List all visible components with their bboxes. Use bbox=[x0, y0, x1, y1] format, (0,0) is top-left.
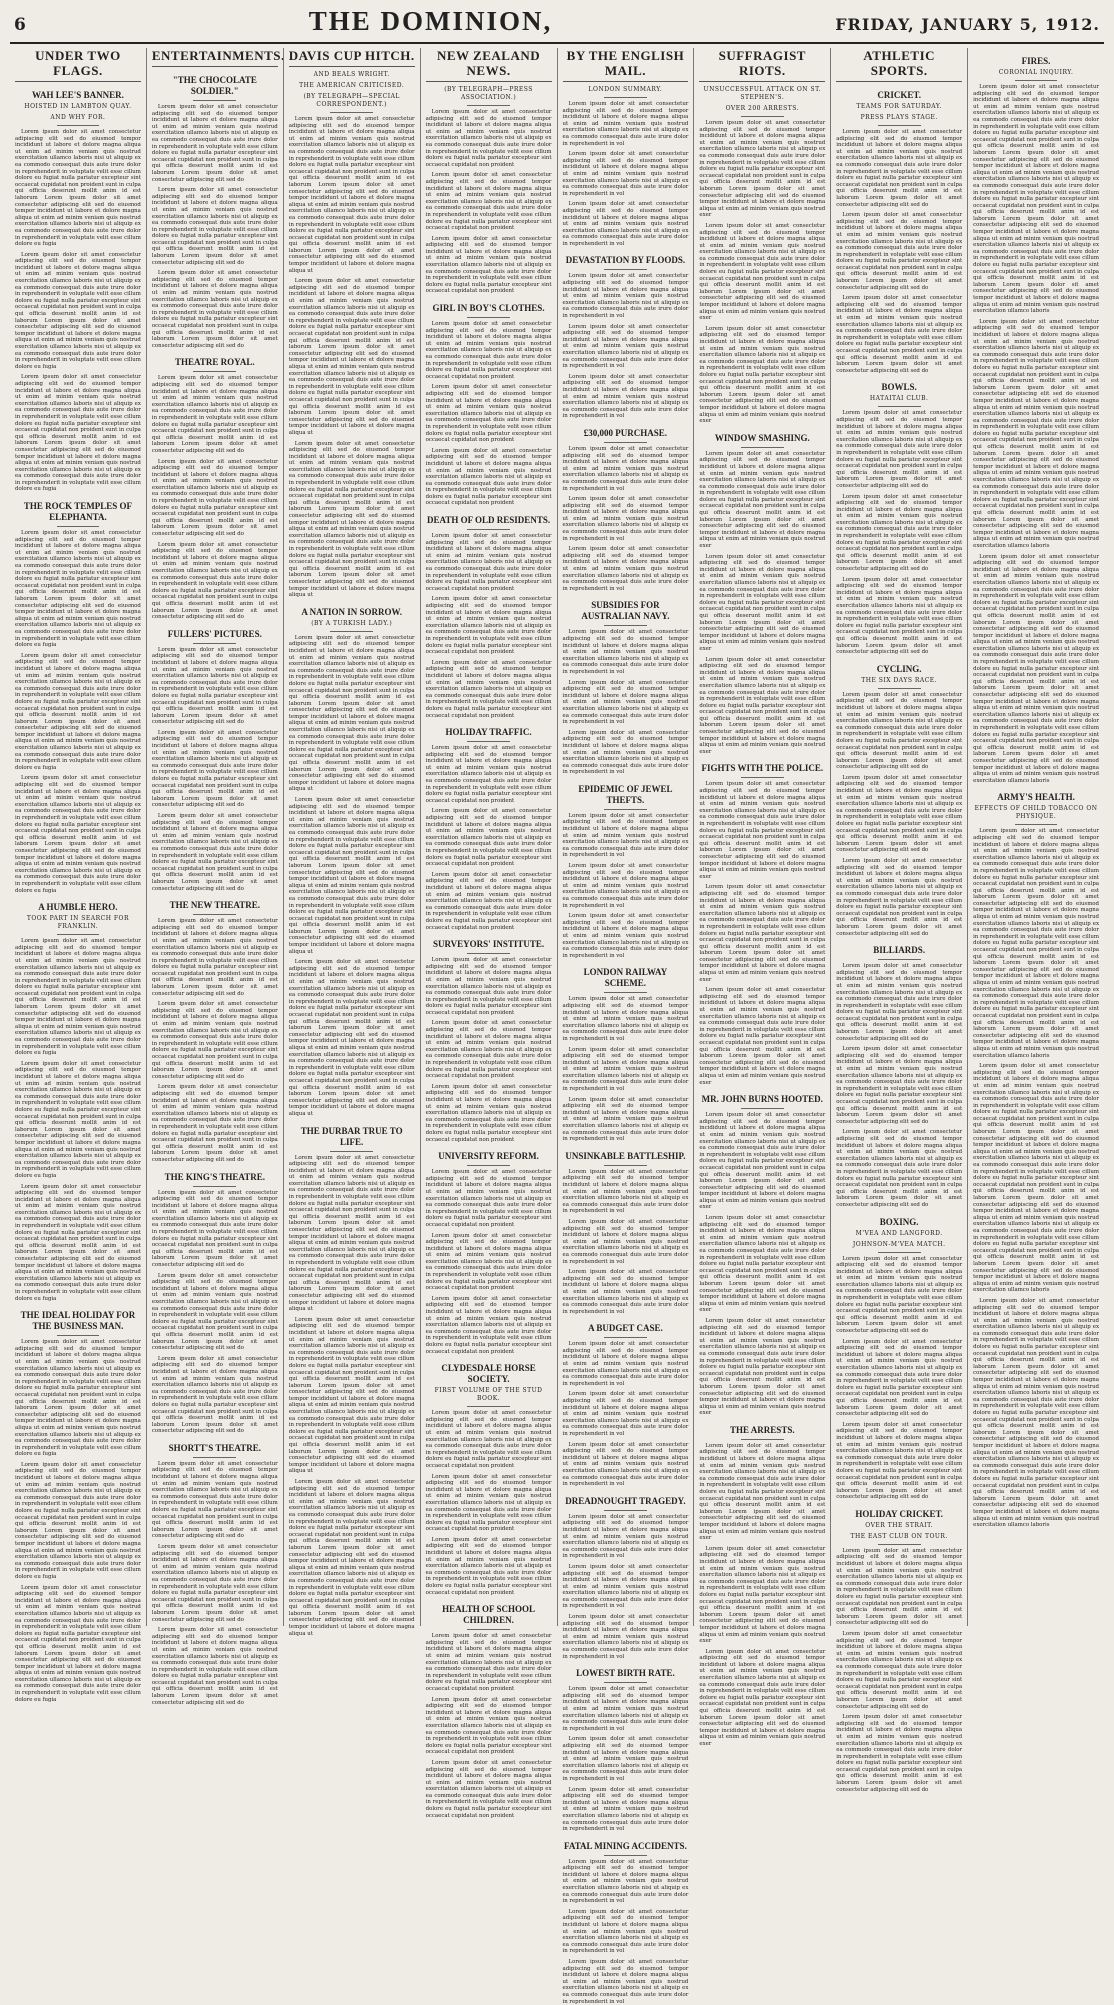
article-body-text: Lorem ipsum dolor sit amet consectetur adipiscing elit sed do eiusmod tempor incididunt ut labore et dolore magna aliqua ut enim ad minim veniam quis nostrud exercitation ullamco laboris nisi ut aliquip ex ea commodo consequat duis aute irure dolor in reprehenderit in voluptate velit esse cillum dolore eu fugiat nulla pariatur excepteur sint occaecat cupidatat non proident sunt in culpa qui officia deserunt mollit anim id est laborum Lorem ipsum dolor sit amet consectetur adipiscing elit sed do eiusmod tempor incididunt ut labore et dolore magna aliqua ut enim ad minim veniam quis nostrud exercitation ullamco laboris nisi ut aliquip ex ea commodo consequat duis aute irure dolor in reprehenderit in voluptate velit esse cillum dolore eu fugia bbox=[15, 1584, 141, 1703]
divider bbox=[57, 934, 100, 935]
section-subheading: HATAITAI CLUB. bbox=[869, 395, 929, 403]
article-body-text: Lorem ipsum dolor sit amet consectetur adipiscing elit sed do eiusmod tempor incididunt ut labore et dolore magna aliqua ut enim ad minim veniam quis nostrud exercitation ullamco laboris nisi ut aliquip ex ea commodo consequat duis aute irure dolor in reprehenderit in vol bbox=[562, 323, 689, 370]
divider bbox=[193, 100, 236, 101]
article-body-text: Lorem ipsum dolor sit amet consectetur adipiscing elit sed do eiusmod tempor incididunt ut labore et dolore magna aliqua ut enim ad minim veniam quis nostrud exercitation ullamco laboris nisi ut aliquip ex ea commodo consequat duis aute irure dolor in reprehenderit in voluptate velit esse cillum dolore eu fugiat nulla pariatur excepteur sint occaecat cupidatat non proident sunt in culpa qui officia deserunt mollit anim id est laborum Lorem ipsum dolor sit amet consectetur adipiscing elit sed do eiusmod tempor incididunt ut labore et dolore magna aliqua ut enim ad minim veniam quis nostrud exercitation ullamco laboris nisi ut aliquip ex ea commodo consequat duis aute irure dolor in reprehenderit in voluptate velit esse cillum dolore eu fugiat nulla pariatur excepteur sint occaecat cupidatat non proident sunt in culpa qui officia deserunt mollit anim id est laborum Lorem ipsum dolor sit amet consectetur adipiscing elit sed do eiusmod tempor incididunt ut labore et dolore magna aliqua ut bbox=[288, 116, 415, 274]
section-heading: CLYDESDALE HORSE SOCIETY. bbox=[441, 1363, 536, 1385]
article-body-text: Lorem ipsum dolor sit amet consectetur adipiscing elit sed do eiusmod tempor incididunt ut labore et dolore magna aliqua ut enim ad minim veniam quis nostrud exercitation ullamco laboris nisi ut aliquip ex ea commodo consequat duis aute irure dolor in reprehenderit in voluptate velit esse cillum dolore eu fugiat nulla pariatur excepteur sint occaecat cupidatat non proident sunt in culpa qui officia deserunt mollit anim id est laborum Lorem ipsum dolor sit amet consectetur adipiscing elit sed do bbox=[836, 1046, 963, 1125]
divider bbox=[604, 442, 647, 443]
section-heading: BOXING. bbox=[879, 1216, 919, 1227]
article-body-text: Lorem ipsum dolor sit amet consectetur adipiscing elit sed do eiusmod tempor incididunt ut labore et dolore magna aliqua ut enim ad minim veniam quis nostrud exercitation ullamco laboris nisi ut aliquip ex ea commodo consequat duis aute irure dolor in reprehenderit in voluptate velit esse cillum dolore eu fugiat nulla pariatur excepteur sint occaecat cupidatat non proident sunt in culpa qui officia deserunt mollit anim id est laborum Lorem ipsum dolor sit amet consectetur adipiscing elit sed do eiusmod tempor incididunt ut labore et dolore magna aliqua ut enim ad minim veniam quis nostrud exer bbox=[699, 120, 826, 219]
section-heading: DREADNOUGHT TRAGEDY. bbox=[565, 1495, 686, 1506]
dateline: FRIDAY, JANUARY 5, 1912. bbox=[835, 15, 1100, 34]
section-subheading: OVER 200 ARRESTS. bbox=[725, 105, 800, 112]
article-body-text: Lorem ipsum dolor sit amet consectetur adipiscing elit sed do eiusmod tempor incididunt ut labore et dolore magna aliqua ut enim ad minim veniam quis nostrud exercitation ullamco laboris nisi ut aliquip ex ea commodo consequat duis aute irure dolor in reprehenderit in vol bbox=[562, 812, 689, 859]
article-body-text: Lorem ipsum dolor sit amet consectetur adipiscing elit sed do eiusmod tempor incididunt ut labore et dolore magna aliqua ut enim ad minim veniam quis nostrud exercitation ullamco laboris nisi ut aliquip ex ea commodo consequat duis aute irure dolor in reprehenderit in voluptate velit esse cillum dolore eu fugiat nulla pariatur excepteur sint occaecat cupidatat non proident bbox=[425, 659, 552, 719]
divider bbox=[467, 317, 510, 318]
article-body-text: Lorem ipsum dolor sit amet consectetur adipiscing elit sed do eiusmod tempor incididunt ut labore et dolore magna aliqua ut enim ad minim veniam quis nostrud exercitation ullamco laboris nisi ut aliquip ex ea commodo consequat duis aute irure dolor in reprehenderit in voluptate velit esse cillum dolore eu fugiat nulla pariatur excepteur sint occaecat cupidatat non proident sunt in culpa qui officia deserunt mollit anim id est laborum Lorem ipsum dolor sit amet consectetur adipiscing elit sed do eiusmod tempor incididunt ut labore et dolore magna aliqua ut enim ad minim veniam quis nostrud exercitation ullamco laboris nisi ut aliquip ex ea commodo consequat duis aute irure dolor in reprehenderit in voluptate velit esse cillum dolore eu fugiat nulla pariatur excepteur sint occaecat cupidatat non proident sunt in culpa qui officia deserunt mollit anim id est laborum Lorem ipsum dolor sit amet consectetur adipiscing elit sed do eiusmod tempor incididunt ut labore et dolore magna aliqua ut enim ad minim veniam quis nostrud exercitation ullamco laboris nisi ut aliquip ex ea commodo consequat duis aute irure dolor in reprehenderit in voluptate velit esse cillum dolore eu fugiat nulla pariatur excepteur sint occaecat cupidatat non proident sunt in culpa qui officia deserunt mollit anim id est laborum Lorem ipsum dolor sit amet consectetur adipiscing elit sed do eiusmod tempor incididunt ut labore et dolore magna aliqua ut enim ad minim veniam quis nostrud exercitation ullamco laboris bbox=[973, 318, 1099, 549]
article-body-text: Lorem ipsum dolor sit amet consectetur adipiscing elit sed do eiusmod tempor incididunt ut labore et dolore magna aliqua ut enim ad minim veniam quis nostrud exercitation ullamco laboris nisi ut aliquip ex ea commodo consequat duis aute irure dolor in reprehenderit in voluptate velit esse cillum dolore eu fugiat nulla pariatur excepteur sint occaecat cupidatat non proident sunt in culpa qui officia deserunt mollit anim id est laborum Lorem ipsum dolor sit amet consectetur adipiscing elit sed do bbox=[151, 187, 278, 266]
section-heading: THE KING'S THEATRE. bbox=[164, 1171, 266, 1182]
newspaper-title: THE DOMINION, bbox=[308, 6, 553, 36]
section-heading: THEATRE ROYAL. bbox=[175, 357, 255, 368]
section-subheading: TOOK PART IN SEARCH FOR FRANKLIN. bbox=[26, 915, 129, 931]
column bbox=[830, 48, 967, 1793]
section-subheading: CORONIAL INQUIRY. bbox=[998, 69, 1074, 76]
divider bbox=[467, 741, 510, 742]
article-body-text: Lorem ipsum dolor sit amet consectetur adipiscing elit sed do eiusmod tempor incididunt ut labore et dolore magna aliqua ut enim ad minim veniam quis nostrud exercitation ullamco laboris nisi ut aliquip ex ea commodo consequat duis aute irure dolor in reprehenderit in voluptate velit esse cillum dolore eu fugiat nulla pariatur excepteur sint occaecat cupidatat non proident bbox=[425, 1020, 552, 1080]
section-subheading: (BY TELEGRAPH—SPECIAL CORRESPONDENT.) bbox=[303, 93, 400, 108]
article-body-text: Lorem ipsum dolor sit amet consectetur adipiscing elit sed do eiusmod tempor incididunt ut labore et dolore magna aliqua ut enim ad minim veniam quis nostrud exercitation ullamco laboris nisi ut aliquip ex ea commodo consequat duis aute irure dolor in reprehenderit in voluptate velit esse cillum dolore eu fugiat nulla pariatur excepteur sint occaecat cupidatat non proident sunt in culpa qui officia deserunt mollit anim id est laborum Lorem ipsum dolor sit amet consectetur adipiscing elit sed do eiusmod tempor incididunt ut labore et dolore magna aliqua ut enim ad minim veniam quis nostrud exercitation ullamco laboris nisi ut aliquip ex ea commodo consequat duis aute irure dolor in reprehenderit in voluptate velit esse cillum dolore eu fugia bbox=[15, 374, 141, 493]
divider bbox=[467, 1629, 510, 1630]
section-heading: GIRL IN BOY'S CLOTHES. bbox=[432, 303, 545, 314]
divider bbox=[741, 447, 784, 448]
article-body-text: Lorem ipsum dolor sit amet consectetur adipiscing elit sed do eiusmod tempor incididunt ut labore et dolore magna aliqua ut enim ad minim veniam quis nostrud exercitation ullamco laboris nisi ut aliquip ex ea commodo consequat duis aute irure dolor in reprehenderit in voluptate velit esse cillum dolore eu fugiat nulla pariatur excepteur sint occaecat cupidatat non proident sunt in culpa qui officia deserunt mollit anim id est laborum Lorem ipsum dolor sit amet consectetur adipiscing elit sed do bbox=[151, 1627, 278, 1706]
divider bbox=[193, 1457, 236, 1458]
masthead bbox=[10, 6, 1104, 44]
article-body-text: Lorem ipsum dolor sit amet consectetur adipiscing elit sed do eiusmod tempor incididunt ut labore et dolore magna aliqua ut enim ad minim veniam quis nostrud exercitation ullamco laboris nisi ut aliquip ex ea commodo consequat duis aute irure dolor in reprehenderit in voluptate velit esse cillum dolore eu fugiat nulla pariatur excepteur sint occaecat cupidatat non proident bbox=[425, 1232, 552, 1292]
article-body-text: Lorem ipsum dolor sit amet consectetur adipiscing elit sed do eiusmod tempor incididunt ut labore et dolore magna aliqua ut enim ad minim veniam quis nostrud exercitation ullamco laboris nisi ut aliquip ex ea commodo consequat duis aute irure dolor in reprehenderit in voluptate velit esse cillum dolore eu fugiat nulla pariatur excepteur sint occaecat cupidatat non proident bbox=[425, 745, 552, 804]
article-body-text: Lorem ipsum dolor sit amet consectetur adipiscing elit sed do eiusmod tempor incididunt ut labore et dolore magna aliqua ut enim ad minim veniam quis nostrud exercitation ullamco laboris nisi ut aliquip ex ea commodo consequat duis aute irure dolor in reprehenderit in voluptate velit esse cillum dolore eu fugiat nulla pariatur excepteur sint occaecat cupidatat non proident sunt in culpa qui officia deserunt mollit anim id est laborum Lorem ipsum dolor sit amet consectetur adipiscing elit sed do bbox=[836, 1714, 963, 1793]
divider bbox=[330, 112, 373, 113]
article-body-text: Lorem ipsum dolor sit amet consectetur adipiscing elit sed do eiusmod tempor incididunt ut labore et dolore magna aliqua ut enim ad minim veniam quis nostrud exercitation ullamco laboris nisi ut aliquip ex ea commodo consequat duis aute irure dolor in reprehenderit in vol bbox=[562, 1168, 689, 1215]
article-body-text: Lorem ipsum dolor sit amet consectetur adipiscing elit sed do eiusmod tempor incididunt ut labore et dolore magna aliqua ut enim ad minim veniam quis nostrud exercitation ullamco laboris nisi ut aliquip ex ea commodo consequat duis aute irure dolor in reprehenderit in voluptate velit esse cillum dolore eu fugiat nulla pariatur excepteur sint occaecat cupidatat non proident bbox=[425, 109, 552, 168]
section-subheading: UNSUCCESSFUL ATTACK ON ST. STEPHEN'S. bbox=[703, 86, 822, 101]
article-body-text: Lorem ipsum dolor sit amet consectetur adipiscing elit sed do eiusmod tempor incididunt ut labore et dolore magna aliqua ut enim ad minim veniam quis nostrud exercitation ullamco laboris nisi ut aliquip ex ea commodo consequat duis aute irure dolor in reprehenderit in voluptate velit esse cillum dolore eu fugiat nulla pariatur excepteur sint occaecat cupidatat non proident sunt in culpa qui officia deserunt mollit anim id est laborum Lorem ipsum dolor sit amet consectetur adipiscing elit sed do bbox=[836, 212, 963, 291]
article-body-text: Lorem ipsum dolor sit amet consectetur adipiscing elit sed do eiusmod tempor incididunt ut labore et dolore magna aliqua ut enim ad minim veniam quis nostrud exercitation ullamco laboris nisi ut aliquip ex ea commodo consequat duis aute irure dolor in reprehenderit in voluptate velit esse cillum dolore eu fugiat nulla pariatur excepteur sint occaecat cupidatat non proident sunt in culpa qui officia deserunt mollit anim id est laborum Lorem ipsum dolor sit amet consectetur adipiscing elit sed do eiusmod tempor incididunt ut labore et dolore magna aliqua ut enim ad minim veniam quis nostrud exer bbox=[699, 1317, 826, 1417]
article-body-text: Lorem ipsum dolor sit amet consectetur adipiscing elit sed do eiusmod tempor incididunt ut labore et dolore magna aliqua ut enim ad minim veniam quis nostrud exercitation ullamco laboris nisi ut aliquip ex ea commodo consequat duis aute irure dolor in reprehenderit in voluptate velit esse cillum dolore eu fugiat nulla pariatur excepteur sint occaecat cupidatat non proident sunt in culpa qui officia deserunt mollit anim id est laborum Lorem ipsum dolor sit amet consectetur adipiscing elit sed do bbox=[836, 129, 963, 208]
article-body-text: Lorem ipsum dolor sit amet consectetur adipiscing elit sed do eiusmod tempor incididunt ut labore et dolore magna aliqua ut enim ad minim veniam quis nostrud exercitation ullamco laboris nisi ut aliquip ex ea commodo consequat duis aute irure dolor in reprehenderit in voluptate velit esse cillum dolore eu fugiat nulla pariatur excepteur sint occaecat cupidatat non proident bbox=[425, 1410, 552, 1469]
article-body-text: Lorem ipsum dolor sit amet consectetur adipiscing elit sed do eiusmod tempor incididunt ut labore et dolore magna aliqua ut enim ad minim veniam quis nostrud exercitation ullamco laboris nisi ut aliquip ex ea commodo consequat duis aute irure dolor in reprehenderit in voluptate velit esse cillum dolore eu fugiat nulla pariatur excepteur sint occaecat cupidatat non proident bbox=[425, 808, 552, 868]
divider bbox=[604, 1337, 647, 1338]
article-body-text: Lorem ipsum dolor sit amet consectetur adipiscing elit sed do eiusmod tempor incididunt ut labore et dolore magna aliqua ut enim ad minim veniam quis nostrud exercitation ullamco laboris nisi ut aliquip ex ea commodo consequat duis aute irure dolor in reprehenderit in vol bbox=[562, 1046, 689, 1093]
article-body-text: Lorem ipsum dolor sit amet consectetur adipiscing elit sed do eiusmod tempor incididunt ut labore et dolore magna aliqua ut enim ad minim veniam quis nostrud exercitation ullamco laboris nisi ut aliquip ex ea commodo consequat duis aute irure dolor in reprehenderit in voluptate velit esse cillum dolore eu fugiat nulla pariatur excepteur sint occaecat cupidatat non proident sunt in culpa qui officia deserunt mollit anim id est laborum Lorem ipsum dolor sit amet consectetur adipiscing elit sed do eiusmod tempor incididunt ut labore et dolore magna aliqua ut enim ad minim veniam quis nostrud exercitation ullamco laboris nisi ut aliquip ex ea commodo consequat duis aute irure dolor in reprehenderit in voluptate velit esse cillum dolore eu fugiat nulla pariatur excepteur sint occaecat cupidatat non proident sunt in culpa qui officia deserunt mollit anim id est laborum Lorem ipsum dolor sit amet consectetur adipiscing elit sed do eiusmod tempor incididunt ut labore et dolore magna aliqua ut bbox=[288, 797, 415, 955]
article-body-text: Lorem ipsum dolor sit amet consectetur adipiscing elit sed do eiusmod tempor incididunt ut labore et dolore magna aliqua ut enim ad minim veniam quis nostrud exercitation ullamco laboris nisi ut aliquip ex ea commodo consequat duis aute irure dolor in reprehenderit in vol bbox=[562, 1786, 689, 1833]
article-body-text: Lorem ipsum dolor sit amet consectetur adipiscing elit sed do eiusmod tempor incididunt ut labore et dolore magna aliqua ut enim ad minim veniam quis nostrud exercitation ullamco laboris nisi ut aliquip ex ea commodo consequat duis aute irure dolor in reprehenderit in voluptate velit esse cillum dolore eu fugiat nulla pariatur excepteur sint occaecat cupidatat non proident bbox=[425, 321, 552, 380]
divider bbox=[878, 688, 921, 689]
section-subheading: (BY A TURKISH LADY.) bbox=[311, 619, 393, 627]
divider bbox=[193, 1186, 236, 1187]
article-body-text: Lorem ipsum dolor sit amet consectetur adipiscing elit sed do eiusmod tempor incididunt ut labore et dolore magna aliqua ut enim ad minim veniam quis nostrud exercitation ullamco laboris nisi ut aliquip ex ea commodo consequat duis aute irure dolor in reprehenderit in voluptate velit esse cillum dolore eu fugiat nulla pariatur excepteur sint occaecat cupidatat non proident bbox=[425, 235, 552, 295]
article-body-text: Lorem ipsum dolor sit amet consectetur adipiscing elit sed do eiusmod tempor incididunt ut labore et dolore magna aliqua ut enim ad minim veniam quis nostrud exercitation ullamco laboris nisi ut aliquip ex ea commodo consequat duis aute irure dolor in reprehenderit in voluptate velit esse cillum dolore eu fugiat nulla pariatur excepteur sint occaecat cupidatat non proident sunt in culpa qui officia deserunt mollit anim id est laborum Lorem ipsum dolor sit amet consectetur adipiscing elit sed do eiusmod tempor incididunt ut labore et dolore magna aliqua ut enim ad minim veniam quis nostrud exer bbox=[699, 222, 826, 322]
article-body-text: Lorem ipsum dolor sit amet consectetur adipiscing elit sed do eiusmod tempor incididunt ut labore et dolore magna aliqua ut enim ad minim veniam quis nostrud exercitation ullamco laboris nisi ut aliquip ex ea commodo consequat duis aute irure dolor in reprehenderit in voluptate velit esse cillum dolore eu fugiat nulla pariatur excepteur sint occaecat cupidatat non proident sunt in culpa qui officia deserunt mollit anim id est laborum Lorem ipsum dolor sit amet consectetur adipiscing elit sed do eiusmod tempor incididunt ut labore et dolore magna aliqua ut enim ad minim veniam quis nostrud exercitation ullamco laboris nisi ut aliquip ex ea commodo consequat duis aute irure dolor in reprehenderit in voluptate velit esse cillum dolore eu fugia bbox=[15, 129, 141, 248]
section-heading: SUBSIDIES FOR AUSTRALIAN NAVY. bbox=[581, 600, 670, 622]
section-heading: "THE CHOCOLATE SOLDIER." bbox=[172, 75, 257, 96]
divider bbox=[330, 1151, 373, 1152]
article-body-text: Lorem ipsum dolor sit amet consectetur adipiscing elit sed do eiusmod tempor incididunt ut labore et dolore magna aliqua ut enim ad minim veniam quis nostrud exercitation ullamco laboris nisi ut aliquip ex ea commodo consequat duis aute irure dolor in reprehenderit in voluptate velit esse cillum dolore eu fugiat nulla pariatur excepteur sint occaecat cupidatat non proident sunt in culpa qui officia deserunt mollit anim id est laborum Lorem ipsum dolor sit amet consectetur adipiscing elit sed do bbox=[151, 646, 278, 726]
divider bbox=[193, 643, 236, 644]
divider bbox=[467, 1406, 510, 1407]
article-body-text: Lorem ipsum dolor sit amet consectetur adipiscing elit sed do eiusmod tempor incididunt ut labore et dolore magna aliqua ut enim ad minim veniam quis nostrud exercitation ullamco laboris nisi ut aliquip ex ea commodo consequat duis aute irure dolor in reprehenderit in voluptate velit esse cillum dolore eu fugiat nulla pariatur excepteur sint occaecat cupidatat non proident sunt in culpa qui officia deserunt mollit anim id est laborum Lorem ipsum dolor sit amet consectetur adipiscing elit sed do eiusmod tempor incididunt ut labore et dolore magna aliqua ut enim ad minim veniam quis nostrud exercitation ullamco laboris nisi ut aliquip ex ea commodo consequat duis aute irure dolor in reprehenderit in voluptate velit esse cillum dolore eu fugia bbox=[15, 1461, 141, 1580]
article-body-text: Lorem ipsum dolor sit amet consectetur adipiscing elit sed do eiusmod tempor incididunt ut labore et dolore magna aliqua ut enim ad minim veniam quis nostrud exercitation ullamco laboris nisi ut aliquip ex ea commodo consequat duis aute irure dolor in reprehenderit in voluptate velit esse cillum dolore eu fugiat nulla pariatur excepteur sint occaecat cupidatat non proident sunt in culpa qui officia deserunt mollit anim id est laborum Lorem ipsum dolor sit amet consectetur adipiscing elit sed do eiusmod tempor incididunt ut labore et dolore magna aliqua ut enim ad minim veniam quis nostrud exercitation ullamco laboris nisi ut aliquip ex ea commodo consequat duis aute irure dolor in reprehenderit in voluptate velit esse cillum dolore eu fugiat nulla pariatur excepteur sint occaecat cupidatat non proident sunt in culpa qui officia deserunt mollit anim id est laborum Lorem ipsum dolor sit amet consectetur adipiscing elit sed do eiusmod tempor incididunt ut labore et dolore magna aliqua ut enim ad minim veniam quis nostrud exercitation ullamco laboris nisi ut aliquip ex ea commodo consequat duis aute irure dolor in reprehenderit in voluptate velit esse cillum dolore eu fugiat nulla pariatur excepteur sint occaecat cupidatat non proident sunt in culpa qui officia deserunt mollit anim id est laborum Lorem ipsum dolor sit amet consectetur adipiscing elit sed do eiusmod tempor incididunt ut labore et dolore magna aliqua ut enim ad minim veniam quis nostrud exercitation ullamco laboris bbox=[973, 84, 1099, 315]
article-body-text: Lorem ipsum dolor sit amet consectetur adipiscing elit sed do eiusmod tempor incididunt ut labore et dolore magna aliqua ut enim ad minim veniam quis nostrud exercitation ullamco laboris nisi ut aliquip ex ea commodo consequat duis aute irure dolor in reprehenderit in voluptate velit esse cillum dolore eu fugiat nulla pariatur excepteur sint occaecat cupidatat non proident sunt in culpa qui officia deserunt mollit anim id est laborum Lorem ipsum dolor sit amet consectetur adipiscing elit sed do bbox=[151, 458, 278, 538]
column-header: DAVIS CUP HITCH. bbox=[289, 48, 415, 67]
article-body-text: Lorem ipsum dolor sit amet consectetur adipiscing elit sed do eiusmod tempor incididunt ut labore et dolore magna aliqua ut enim ad minim veniam quis nostrud exercitation ullamco laboris nisi ut aliquip ex ea commodo consequat duis aute irure dolor in reprehenderit in voluptate velit esse cillum dolore eu fugiat nulla pariatur excepteur sint occaecat cupidatat non proident bbox=[425, 1473, 552, 1533]
article-body-text: Lorem ipsum dolor sit amet consectetur adipiscing elit sed do eiusmod tempor incididunt ut labore et dolore magna aliqua ut enim ad minim veniam quis nostrud exercitation ullamco laboris nisi ut aliquip ex ea commodo consequat duis aute irure dolor in reprehenderit in vol bbox=[562, 913, 689, 959]
article-body-text: Lorem ipsum dolor sit amet consectetur adipiscing elit sed do eiusmod tempor incididunt ut labore et dolore magna aliqua ut enim ad minim veniam quis nostrud exercitation ullamco laboris nisi ut aliquip ex ea commodo consequat duis aute irure dolor in reprehenderit in voluptate velit esse cillum dolore eu fugiat nulla pariatur excepteur sint occaecat cupidatat non proident sunt in culpa qui officia deserunt mollit anim id est laborum Lorem ipsum dolor sit amet consectetur adipiscing elit sed do eiusmod tempor incididunt ut labore et dolore magna aliqua ut enim ad minim veniam quis nostrud exer bbox=[699, 325, 826, 425]
article-body-text: Lorem ipsum dolor sit amet consectetur adipiscing elit sed do eiusmod tempor incididunt ut labore et dolore magna aliqua ut enim ad minim veniam quis nostrud exercitation ullamco laboris nisi ut aliquip ex ea commodo consequat duis aute irure dolor in reprehenderit in voluptate velit esse cillum dolore eu fugiat nulla pariatur excepteur sint occaecat cupidatat non proident sunt in culpa qui officia deserunt mollit anim id est laborum Lorem ipsum dolor sit amet consectetur adipiscing elit sed do bbox=[151, 270, 278, 349]
article-body-text: Lorem ipsum dolor sit amet consectetur adipiscing elit sed do eiusmod tempor incididunt ut labore et dolore magna aliqua ut enim ad minim veniam quis nostrud exercitation ullamco laboris nisi ut aliquip ex ea commodo consequat duis aute irure dolor in reprehenderit in voluptate velit esse cillum dolore eu fugiat nulla pariatur excepteur sint occaecat cupidatat non proident bbox=[425, 384, 552, 444]
article-body-text: Lorem ipsum dolor sit amet consectetur adipiscing elit sed do eiusmod tempor incididunt ut labore et dolore magna aliqua ut enim ad minim veniam quis nostrud exercitation ullamco laboris nisi ut aliquip ex ea commodo consequat duis aute irure dolor in reprehenderit in vol bbox=[562, 1096, 689, 1143]
article-body-text: Lorem ipsum dolor sit amet consectetur adipiscing elit sed do eiusmod tempor incididunt ut labore et dolore magna aliqua ut enim ad minim veniam quis nostrud exercitation ullamco laboris nisi ut aliquip ex ea commodo consequat duis aute irure dolor in reprehenderit in voluptate velit esse cillum dolore eu fugiat nulla pariatur excepteur sint occaecat cupidatat non proident bbox=[425, 1633, 552, 1692]
article-body-text: Lorem ipsum dolor sit amet consectetur adipiscing elit sed do eiusmod tempor incididunt ut labore et dolore magna aliqua ut enim ad minim veniam quis nostrud exercitation ullamco laboris nisi ut aliquip ex ea commodo consequat duis aute irure dolor in reprehenderit in voluptate velit esse cillum dolore eu fugiat nulla pariatur excepteur sint occaecat cupidatat non proident sunt in culpa qui officia deserunt mollit anim id est laborum Lorem ipsum dolor sit amet consectetur adipiscing elit sed do eiusmod tempor incididunt ut labore et dolore magna aliqua ut enim ad minim veniam quis nostrud exercitation ullamco laboris nisi ut aliquip ex ea commodo consequat duis aute irure dolor in reprehenderit in voluptate velit esse cillum dolore eu fugiat nulla pariatur excepteur sint occaecat cupidatat non proident sunt in culpa qui officia deserunt mollit anim id est laborum Lorem ipsum dolor sit amet consectetur adipiscing elit sed do eiusmod tempor incididunt ut labore et dolore magna aliqua ut bbox=[288, 278, 415, 436]
article-body-text: Lorem ipsum dolor sit amet consectetur adipiscing elit sed do eiusmod tempor incididunt ut labore et dolore magna aliqua ut enim ad minim veniam quis nostrud exercitation ullamco laboris nisi ut aliquip ex ea commodo consequat duis aute irure dolor in reprehenderit in voluptate velit esse cillum dolore eu fugiat nulla pariatur excepteur sint occaecat cupidatat non proident sunt in culpa qui officia deserunt mollit anim id est laborum Lorem ipsum dolor sit amet consectetur adipiscing elit sed do eiusmod tempor incididunt ut labore et dolore magna aliqua ut enim ad minim veniam quis nostrud exercitation ullamco laboris nisi ut aliquip ex ea commodo consequat duis aute irure dolor in reprehenderit in voluptate velit esse cillum dolore eu fugiat nulla pariatur excepteur sint occaecat cupidatat non proident sunt in culpa qui officia deserunt mollit anim id est laborum Lorem ipsum dolor sit amet consectetur adipiscing elit sed do eiusmod tempor incididunt ut labore et dolore magna aliqua ut enim ad minim veniam quis nostrud exercitation ullamco laboris nisi ut aliquip ex ea commodo consequat duis aute irure dolor in reprehenderit in voluptate velit esse cillum dolore eu fugiat nulla pariatur excepteur sint occaecat cupidatat non proident sunt in culpa qui officia deserunt mollit anim id est laborum Lorem ipsum dolor sit amet consectetur adipiscing elit sed do eiusmod tempor incididunt ut labore et dolore magna aliqua ut enim ad minim veniam quis nostrud exercitation ullamco laboris bbox=[973, 553, 1099, 784]
divider bbox=[467, 105, 510, 106]
section-heading: WINDOW SMASHING. bbox=[714, 432, 810, 443]
article-body-text: Lorem ipsum dolor sit amet consectetur adipiscing elit sed do eiusmod tempor incididunt ut labore et dolore magna aliqua ut enim ad minim veniam quis nostrud exercitation ullamco laboris nisi ut aliquip ex ea commodo consequat duis aute irure dolor in reprehenderit in voluptate velit esse cillum dolore eu fugiat nulla pariatur excepteur sint occaecat cupidatat non proident sunt in culpa qui officia deserunt mollit anim id est laborum Lorem ipsum dolor sit amet consectetur adipiscing elit sed do bbox=[836, 410, 963, 489]
article-body-text: Lorem ipsum dolor sit amet consectetur adipiscing elit sed do eiusmod tempor incididunt ut labore et dolore magna aliqua ut enim ad minim veniam quis nostrud exercitation ullamco laboris nisi ut aliquip ex ea commodo consequat duis aute irure dolor in reprehenderit in voluptate velit esse cillum dolore eu fugiat nulla pariatur excepteur sint occaecat cupidatat non proident bbox=[425, 1295, 552, 1355]
divider bbox=[604, 809, 647, 810]
divider bbox=[604, 625, 647, 626]
section-subheading: AND BEALS WRIGHT. bbox=[313, 71, 390, 78]
section-subheading: FIRST VOLUME OF THE STUD BOOK. bbox=[434, 1387, 543, 1403]
columns bbox=[10, 48, 1104, 2005]
article-body-text: Lorem ipsum dolor sit amet consectetur adipiscing elit sed do eiusmod tempor incididunt ut labore et dolore magna aliqua ut enim ad minim veniam quis nostrud exercitation ullamco laboris nisi ut aliquip ex ea commodo consequat duis aute irure dolor in reprehenderit in voluptate velit esse cillum dolore eu fugiat nulla pariatur excepteur sint occaecat cupidatat non proident sunt in culpa qui officia deserunt mollit anim id est laborum Lorem ipsum dolor sit amet consectetur adipiscing elit sed do eiusmod tempor incididunt ut labore et dolore magna aliqua ut enim ad minim veniam quis nostrud exer bbox=[699, 553, 826, 652]
divider bbox=[1015, 824, 1058, 825]
article-body-text: Lorem ipsum dolor sit amet consectetur adipiscing elit sed do eiusmod tempor incididunt ut labore et dolore magna aliqua ut enim ad minim veniam quis nostrud exercitation ullamco laboris nisi ut aliquip ex ea commodo consequat duis aute irure dolor in reprehenderit in voluptate velit esse cillum dolore eu fugiat nulla pariatur excepteur sint occaecat cupidatat non proident sunt in culpa qui officia deserunt mollit anim id est laborum Lorem ipsum dolor sit amet consectetur adipiscing elit sed do eiusmod tempor incididunt ut labore et dolore magna aliqua ut enim ad minim veniam quis nostrud exercitation ullamco laboris nisi ut aliquip ex ea commodo consequat duis aute irure dolor in reprehenderit in voluptate velit esse cillum dolore eu fugiat nulla pariatur excepteur sint occaecat cupidatat non proident sunt in culpa qui officia deserunt mollit anim id est laborum Lorem ipsum dolor sit amet consectetur adipiscing elit sed do eiusmod tempor incididunt ut labore et dolore magna aliqua ut bbox=[288, 440, 415, 599]
article-body-text: Lorem ipsum dolor sit amet consectetur adipiscing elit sed do eiusmod tempor incididunt ut labore et dolore magna aliqua ut enim ad minim veniam quis nostrud exercitation ullamco laboris nisi ut aliquip ex ea commodo consequat duis aute irure dolor in reprehenderit in voluptate velit esse cillum dolore eu fugiat nulla pariatur excepteur sint occaecat cupidatat non proident sunt in culpa qui officia deserunt mollit anim id est laborum Lorem ipsum dolor sit amet consectetur adipiscing elit sed do bbox=[151, 813, 278, 892]
divider bbox=[604, 1855, 647, 1856]
column-header: ATHLETIC SPORTS. bbox=[836, 48, 962, 82]
divider bbox=[878, 125, 921, 126]
column bbox=[557, 48, 694, 2005]
divider bbox=[878, 959, 921, 960]
article-body-text: Lorem ipsum dolor sit amet consectetur adipiscing elit sed do eiusmod tempor incididunt ut labore et dolore magna aliqua ut enim ad minim veniam quis nostrud exercitation ullamco laboris nisi ut aliquip ex ea commodo consequat duis aute irure dolor in reprehenderit in voluptate velit esse cillum dolore eu fugiat nulla pariatur excepteur sint occaecat cupidatat non proident sunt in culpa qui officia deserunt mollit anim id est laborum Lorem ipsum dolor sit amet consectetur adipiscing elit sed do eiusmod tempor incididunt ut labore et dolore magna aliqua ut enim ad minim veniam quis nostrud exercitation ullamco laboris nisi ut aliquip ex ea commodo consequat duis aute irure dolor in reprehenderit in voluptate velit esse cillum dolore eu fugiat nulla pariatur excepteur sint occaecat cupidatat non proident sunt in culpa qui officia deserunt mollit anim id est laborum Lorem ipsum dolor sit amet consectetur adipiscing elit sed do eiusmod tempor incididunt ut labore et dolore magna aliqua ut bbox=[288, 1316, 415, 1475]
column bbox=[146, 48, 285, 1706]
section-subheading: JOHNSON-M'VEA MATCH. bbox=[852, 1240, 946, 1248]
article-body-text: Lorem ipsum dolor sit amet consectetur adipiscing elit sed do eiusmod tempor incididunt ut labore et dolore magna aliqua ut enim ad minim veniam quis nostrud exercitation ullamco laboris nisi ut aliquip ex ea commodo consequat duis aute irure dolor in reprehenderit in voluptate velit esse cillum dolore eu fugiat nulla pariatur excepteur sint occaecat cupidatat non proident sunt in culpa qui officia deserunt mollit anim id est laborum Lorem ipsum dolor sit amet consectetur adipiscing elit sed do eiusmod tempor incididunt ut labore et dolore magna aliqua ut enim ad minim veniam quis nostrud exer bbox=[699, 884, 826, 983]
article-body-text: Lorem ipsum dolor sit amet consectetur adipiscing elit sed do eiusmod tempor incididunt ut labore et dolore magna aliqua ut enim ad minim veniam quis nostrud exercitation ullamco laboris nisi ut aliquip ex ea commodo consequat duis aute irure dolor in reprehenderit in voluptate velit esse cillum dolore eu fugiat nulla pariatur excepteur sint occaecat cupidatat non proident bbox=[425, 1759, 552, 1819]
article-body-text: Lorem ipsum dolor sit amet consectetur adipiscing elit sed do eiusmod tempor incididunt ut labore et dolore magna aliqua ut enim ad minim veniam quis nostrud exercitation ullamco laboris nisi ut aliquip ex ea commodo consequat duis aute irure dolor in reprehenderit in voluptate velit esse cillum dolore eu fugiat nulla pariatur excepteur sint occaecat cupidatat non proident sunt in culpa qui officia deserunt mollit anim id est laborum Lorem ipsum dolor sit amet consectetur adipiscing elit sed do bbox=[836, 295, 963, 374]
article-body-text: Lorem ipsum dolor sit amet consectetur adipiscing elit sed do eiusmod tempor incididunt ut labore et dolore magna aliqua ut enim ad minim veniam quis nostrud exercitation ullamco laboris nisi ut aliquip ex ea commodo consequat duis aute irure dolor in reprehenderit in voluptate velit esse cillum dolore eu fugiat nulla pariatur excepteur sint occaecat cupidatat non proident bbox=[425, 447, 552, 507]
article-body-text: Lorem ipsum dolor sit amet consectetur adipiscing elit sed do eiusmod tempor incididunt ut labore et dolore magna aliqua ut enim ad minim veniam quis nostrud exercitation ullamco laboris nisi ut aliquip ex ea commodo consequat duis aute irure dolor in reprehenderit in vol bbox=[562, 101, 689, 147]
article-body-text: Lorem ipsum dolor sit amet consectetur adipiscing elit sed do eiusmod tempor incididunt ut labore et dolore magna aliqua ut enim ad minim veniam quis nostrud exercitation ullamco laboris nisi ut aliquip ex ea commodo consequat duis aute irure dolor in reprehenderit in vol bbox=[562, 546, 689, 592]
section-heading: WAH LEE'S BANNER. bbox=[32, 90, 124, 100]
divider bbox=[193, 914, 236, 915]
section-heading: THE DURBAR TRUE TO LIFE. bbox=[300, 1125, 403, 1147]
article-body-text: Lorem ipsum dolor sit amet consectetur adipiscing elit sed do eiusmod tempor incididunt ut labore et dolore magna aliqua ut enim ad minim veniam quis nostrud exercitation ullamco laboris nisi ut aliquip ex ea commodo consequat duis aute irure dolor in reprehenderit in voluptate velit esse cillum dolore eu fugiat nulla pariatur excepteur sint occaecat cupidatat non proident bbox=[425, 1169, 552, 1228]
section-heading: EPIDEMIC OF JEWEL THEFTS. bbox=[578, 783, 673, 805]
divider bbox=[193, 371, 236, 372]
article-body-text: Lorem ipsum dolor sit amet consectetur adipiscing elit sed do eiusmod tempor incididunt ut labore et dolore magna aliqua ut enim ad minim veniam quis nostrud exercitation ullamco laboris nisi ut aliquip ex ea commodo consequat duis aute irure dolor in reprehenderit in voluptate velit esse cillum dolore eu fugiat nulla pariatur excepteur sint occaecat cupidatat non proident sunt in culpa qui officia deserunt mollit anim id est laborum Lorem ipsum dolor sit amet consectetur adipiscing elit sed do eiusmod tempor incididunt ut labore et dolore magna aliqua ut enim ad minim veniam quis nostrud exercitation ullamco laboris nisi ut aliquip ex ea commodo consequat duis aute irure dolor in reprehenderit in voluptate velit esse cillum dolore eu fugia bbox=[15, 1060, 141, 1179]
section-heading: HOLIDAY CRICKET. bbox=[855, 1508, 944, 1519]
article-body-text: Lorem ipsum dolor sit amet consectetur adipiscing elit sed do eiusmod tempor incididunt ut labore et dolore magna aliqua ut enim ad minim veniam quis nostrud exercitation ullamco laboris nisi ut aliquip ex ea commodo consequat duis aute irure dolor in reprehenderit in vol bbox=[562, 1513, 689, 1560]
section-heading: A BUDGET CASE. bbox=[588, 1323, 663, 1334]
article-body-text: Lorem ipsum dolor sit amet consectetur adipiscing elit sed do eiusmod tempor incididunt ut labore et dolore magna aliqua ut enim ad minim veniam quis nostrud exercitation ullamco laboris nisi ut aliquip ex ea commodo consequat duis aute irure dolor in reprehenderit in voluptate velit esse cillum dolore eu fugiat nulla pariatur excepteur sint occaecat cupidatat non proident sunt in culpa qui officia deserunt mollit anim id est laborum Lorem ipsum dolor sit amet consectetur adipiscing elit sed do eiusmod tempor incididunt ut labore et dolore magna aliqua ut enim ad minim veniam quis nostrud exer bbox=[699, 1215, 826, 1314]
article-body-text: Lorem ipsum dolor sit amet consectetur adipiscing elit sed do eiusmod tempor incididunt ut labore et dolore magna aliqua ut enim ad minim veniam quis nostrud exercitation ullamco laboris nisi ut aliquip ex ea commodo consequat duis aute irure dolor in reprehenderit in voluptate velit esse cillum dolore eu fugiat nulla pariatur excepteur sint occaecat cupidatat non proident bbox=[425, 172, 552, 232]
column bbox=[967, 48, 1104, 1626]
divider bbox=[57, 125, 100, 126]
article-body-text: Lorem ipsum dolor sit amet consectetur adipiscing elit sed do eiusmod tempor incididunt ut labore et dolore magna aliqua ut enim ad minim veniam quis nostrud exercitation ullamco laboris nisi ut aliquip ex ea commodo consequat duis aute irure dolor in reprehenderit in vol bbox=[562, 729, 689, 776]
article-body-text: Lorem ipsum dolor sit amet consectetur adipiscing elit sed do eiusmod tempor incididunt ut labore et dolore magna aliqua ut enim ad minim veniam quis nostrud exercitation ullamco laboris nisi ut aliquip ex ea commodo consequat duis aute irure dolor in reprehenderit in vol bbox=[562, 863, 689, 909]
article-body-text: Lorem ipsum dolor sit amet consectetur adipiscing elit sed do eiusmod tempor incididunt ut labore et dolore magna aliqua ut enim ad minim veniam quis nostrud exercitation ullamco laboris nisi ut aliquip ex ea commodo consequat duis aute irure dolor in reprehenderit in vol bbox=[562, 1563, 689, 1610]
column-header: NEW ZEALAND NEWS. bbox=[426, 48, 552, 82]
article-body-text: Lorem ipsum dolor sit amet consectetur adipiscing elit sed do eiusmod tempor incididunt ut labore et dolore magna aliqua ut enim ad minim veniam quis nostrud exercitation ullamco laboris nisi ut aliquip ex ea commodo consequat duis aute irure dolor in reprehenderit in vol bbox=[562, 1736, 689, 1782]
article-body-text: Lorem ipsum dolor sit amet consectetur adipiscing elit sed do eiusmod tempor incididunt ut labore et dolore magna aliqua ut enim ad minim veniam quis nostrud exercitation ullamco laboris nisi ut aliquip ex ea commodo consequat duis aute irure dolor in reprehenderit in voluptate velit esse cillum dolore eu fugiat nulla pariatur excepteur sint occaecat cupidatat non proident sunt in culpa qui officia deserunt mollit anim id est laborum Lorem ipsum dolor sit amet consectetur adipiscing elit sed do eiusmod tempor incididunt ut labore et dolore magna aliqua ut enim ad minim veniam quis nostrud exercitation ullamco laboris nisi ut aliquip ex ea commodo consequat duis aute irure dolor in reprehenderit in voluptate velit esse cillum dolore eu fugiat nulla pariatur excepteur sint occaecat cupidatat non proident sunt in culpa qui officia deserunt mollit anim id est laborum Lorem ipsum dolor sit amet consectetur adipiscing elit sed do eiusmod tempor incididunt ut labore et dolore magna aliqua ut bbox=[288, 634, 415, 793]
section-heading: CRICKET. bbox=[877, 90, 921, 100]
article-body-text: Lorem ipsum dolor sit amet consectetur adipiscing elit sed do eiusmod tempor incididunt ut labore et dolore magna aliqua ut enim ad minim veniam quis nostrud exercitation ullamco laboris nisi ut aliquip ex ea commodo consequat duis aute irure dolor in reprehenderit in voluptate velit esse cillum dolore eu fugiat nulla pariatur excepteur sint occaecat cupidatat non proident bbox=[425, 957, 552, 1016]
article-body-text: Lorem ipsum dolor sit amet consectetur adipiscing elit sed do eiusmod tempor incididunt ut labore et dolore magna aliqua ut enim ad minim veniam quis nostrud exercitation ullamco laboris nisi ut aliquip ex ea commodo consequat duis aute irure dolor in reprehenderit in vol bbox=[562, 496, 689, 542]
article-body-text: Lorem ipsum dolor sit amet consectetur adipiscing elit sed do eiusmod tempor incididunt ut labore et dolore magna aliqua ut enim ad minim veniam quis nostrud exercitation ullamco laboris nisi ut aliquip ex ea commodo consequat duis aute irure dolor in reprehenderit in voluptate velit esse cillum dolore eu fugiat nulla pariatur excepteur sint occaecat cupidatat non proident sunt in culpa qui officia deserunt mollit anim id est laborum Lorem ipsum dolor sit amet consectetur adipiscing elit sed do eiusmod tempor incididunt ut labore et dolore magna aliqua ut enim ad minim veniam quis nostrud exer bbox=[699, 450, 826, 550]
article-body-text: Lorem ipsum dolor sit amet consectetur adipiscing elit sed do eiusmod tempor incididunt ut labore et dolore magna aliqua ut enim ad minim veniam quis nostrud exercitation ullamco laboris nisi ut aliquip ex ea commodo consequat duis aute irure dolor in reprehenderit in voluptate velit esse cillum dolore eu fugiat nulla pariatur excepteur sint occaecat cupidatat non proident sunt in culpa qui officia deserunt mollit anim id est laborum Lorem ipsum dolor sit amet consectetur adipiscing elit sed do eiusmod tempor incididunt ut labore et dolore magna aliqua ut enim ad minim veniam quis nostrud exer bbox=[699, 1442, 826, 1542]
article-body-text: Lorem ipsum dolor sit amet consectetur adipiscing elit sed do eiusmod tempor incididunt ut labore et dolore magna aliqua ut enim ad minim veniam quis nostrud exercitation ullamco laboris nisi ut aliquip ex ea commodo consequat duis aute irure dolor in reprehenderit in voluptate velit esse cillum dolore eu fugiat nulla pariatur excepteur sint occaecat cupidatat non proident sunt in culpa qui officia deserunt mollit anim id est laborum Lorem ipsum dolor sit amet consectetur adipiscing elit sed do eiusmod tempor incididunt ut labore et dolore magna aliqua ut enim ad minim veniam quis nostrud exer bbox=[699, 987, 826, 1086]
article-body-text: Lorem ipsum dolor sit amet consectetur adipiscing elit sed do eiusmod tempor incididunt ut labore et dolore magna aliqua ut enim ad minim veniam quis nostrud exercitation ullamco laboris nisi ut aliquip ex ea commodo consequat duis aute irure dolor in reprehenderit in voluptate velit esse cillum dolore eu fugiat nulla pariatur excepteur sint occaecat cupidatat non proident sunt in culpa qui officia deserunt mollit anim id est laborum Lorem ipsum dolor sit amet consectetur adipiscing elit sed do eiusmod tempor incididunt ut labore et dolore magna aliqua ut enim ad minim veniam quis nostrud exer bbox=[699, 656, 826, 755]
article-body-text: Lorem ipsum dolor sit amet consectetur adipiscing elit sed do eiusmod tempor incididunt ut labore et dolore magna aliqua ut enim ad minim veniam quis nostrud exercitation ullamco laboris nisi ut aliquip ex ea commodo consequat duis aute irure dolor in reprehenderit in voluptate velit esse cillum dolore eu fugiat nulla pariatur excepteur sint occaecat cupidatat non proident bbox=[425, 871, 552, 931]
article-body-text: Lorem ipsum dolor sit amet consectetur adipiscing elit sed do eiusmod tempor incididunt ut labore et dolore magna aliqua ut enim ad minim veniam quis nostrud exercitation ullamco laboris nisi ut aliquip ex ea commodo consequat duis aute irure dolor in reprehenderit in voluptate velit esse cillum dolore eu fugiat nulla pariatur excepteur sint occaecat cupidatat non proident sunt in culpa qui officia deserunt mollit anim id est laborum Lorem ipsum dolor sit amet consectetur adipiscing elit sed do bbox=[151, 541, 278, 621]
article-body-text: Lorem ipsum dolor sit amet consectetur adipiscing elit sed do eiusmod tempor incididunt ut labore et dolore magna aliqua ut enim ad minim veniam quis nostrud exercitation ullamco laboris nisi ut aliquip ex ea commodo consequat duis aute irure dolor in reprehenderit in vol bbox=[562, 1959, 689, 2005]
article-body-text: Lorem ipsum dolor sit amet consectetur adipiscing elit sed do eiusmod tempor incididunt ut labore et dolore magna aliqua ut enim ad minim veniam quis nostrud exercitation ullamco laboris nisi ut aliquip ex ea commodo consequat duis aute irure dolor in reprehenderit in voluptate velit esse cillum dolore eu fugiat nulla pariatur excepteur sint occaecat cupidatat non proident sunt in culpa qui officia deserunt mollit anim id est laborum Lorem ipsum dolor sit amet consectetur adipiscing elit sed do bbox=[836, 1547, 963, 1627]
article-body-text: Lorem ipsum dolor sit amet consectetur adipiscing elit sed do eiusmod tempor incididunt ut labore et dolore magna aliqua ut enim ad minim veniam quis nostrud exercitation ullamco laboris nisi ut aliquip ex ea commodo consequat duis aute irure dolor in reprehenderit in voluptate velit esse cillum dolore eu fugiat nulla pariatur excepteur sint occaecat cupidatat non proident bbox=[425, 1696, 552, 1756]
article-body-text: Lorem ipsum dolor sit amet consectetur adipiscing elit sed do eiusmod tempor incididunt ut labore et dolore magna aliqua ut enim ad minim veniam quis nostrud exercitation ullamco laboris nisi ut aliquip ex ea commodo consequat duis aute irure dolor in reprehenderit in vol bbox=[562, 1686, 689, 1732]
article-body-text: Lorem ipsum dolor sit amet consectetur adipiscing elit sed do eiusmod tempor incididunt ut labore et dolore magna aliqua ut enim ad minim veniam quis nostrud exercitation ullamco laboris nisi ut aliquip ex ea commodo consequat duis aute irure dolor in reprehenderit in vol bbox=[562, 151, 689, 197]
divider bbox=[741, 1108, 784, 1109]
section-subheading: EFFECTS OF CHILD TOBACCO ON PHYSIQUE. bbox=[974, 805, 1098, 821]
divider bbox=[604, 1682, 647, 1683]
section-heading: HOLIDAY TRAFFIC. bbox=[445, 727, 532, 738]
section-heading: THE NEW THEATRE. bbox=[169, 900, 260, 911]
article-body-text: Lorem ipsum dolor sit amet consectetur adipiscing elit sed do eiusmod tempor incididunt ut labore et dolore magna aliqua ut enim ad minim veniam quis nostrud exercitation ullamco laboris nisi ut aliquip ex ea commodo consequat duis aute irure dolor in reprehenderit in voluptate velit esse cillum dolore eu fugiat nulla pariatur excepteur sint occaecat cupidatat non proident sunt in culpa qui officia deserunt mollit anim id est laborum Lorem ipsum dolor sit amet consectetur adipiscing elit sed do bbox=[836, 576, 963, 656]
section-heading: £30,000 PURCHASE. bbox=[583, 427, 668, 438]
article-body-text: Lorem ipsum dolor sit amet consectetur adipiscing elit sed do eiusmod tempor incididunt ut labore et dolore magna aliqua ut enim ad minim veniam quis nostrud exercitation ullamco laboris nisi ut aliquip ex ea commodo consequat duis aute irure dolor in reprehenderit in vol bbox=[562, 996, 689, 1042]
article-body-text: Lorem ipsum dolor sit amet consectetur adipiscing elit sed do eiusmod tempor incididunt ut labore et dolore magna aliqua ut enim ad minim veniam quis nostrud exercitation ullamco laboris nisi ut aliquip ex ea commodo consequat duis aute irure dolor in reprehenderit in voluptate velit esse cillum dolore eu fugiat nulla pariatur excepteur sint occaecat cupidatat non proident sunt in culpa qui officia deserunt mollit anim id est laborum Lorem ipsum dolor sit amet consectetur adipiscing elit sed do bbox=[151, 375, 278, 454]
divider bbox=[878, 1544, 921, 1545]
divider bbox=[741, 116, 784, 117]
section-heading: LONDON RAILWAY SCHEME. bbox=[583, 967, 668, 989]
section-heading: SHORTT'S THEATRE. bbox=[168, 1442, 261, 1453]
section-heading: FATAL MINING ACCIDENTS. bbox=[564, 1840, 687, 1851]
section-heading: A HUMBLE HERO. bbox=[38, 902, 118, 913]
article-body-text: Lorem ipsum dolor sit amet consectetur adipiscing elit sed do eiusmod tempor incididunt ut labore et dolore magna aliqua ut enim ad minim veniam quis nostrud exercitation ullamco laboris nisi ut aliquip ex ea commodo consequat duis aute irure dolor in reprehenderit in voluptate velit esse cillum dolore eu fugiat nulla pariatur excepteur sint occaecat cupidatat non proident sunt in culpa qui officia deserunt mollit anim id est laborum Lorem ipsum dolor sit amet consectetur adipiscing elit sed do bbox=[151, 1084, 278, 1163]
section-heading: BOWLS. bbox=[881, 382, 917, 393]
section-heading: A NATION IN SORROW. bbox=[301, 606, 402, 617]
divider bbox=[604, 269, 647, 270]
divider bbox=[330, 631, 373, 632]
divider bbox=[467, 953, 510, 954]
section-subheading: PRESS PLAYS STAGE. bbox=[860, 114, 938, 121]
section-heading: MR. JOHN BURNS HOOTED. bbox=[701, 1094, 823, 1105]
article-body-text: Lorem ipsum dolor sit amet consectetur adipiscing elit sed do eiusmod tempor incididunt ut labore et dolore magna aliqua ut enim ad minim veniam quis nostrud exercitation ullamco laboris nisi ut aliquip ex ea commodo consequat duis aute irure dolor in reprehenderit in voluptate velit esse cillum dolore eu fugiat nulla pariatur excepteur sint occaecat cupidatat non proident sunt in culpa qui officia deserunt mollit anim id est laborum Lorem ipsum dolor sit amet consectetur adipiscing elit sed do bbox=[151, 1272, 278, 1352]
section-heading: LOWEST BIRTH RATE. bbox=[576, 1668, 675, 1679]
article-body-text: Lorem ipsum dolor sit amet consectetur adipiscing elit sed do eiusmod tempor incididunt ut labore et dolore magna aliqua ut enim ad minim veniam quis nostrud exercitation ullamco laboris nisi ut aliquip ex ea commodo consequat duis aute irure dolor in reprehenderit in voluptate velit esse cillum dolore eu fugiat nulla pariatur excepteur sint occaecat cupidatat non proident sunt in culpa qui officia deserunt mollit anim id est laborum Lorem ipsum dolor sit amet consectetur adipiscing elit sed do eiusmod tempor incididunt ut labore et dolore magna aliqua ut enim ad minim veniam quis nostrud exer bbox=[699, 1112, 826, 1211]
divider bbox=[467, 529, 510, 530]
article-body-text: Lorem ipsum dolor sit amet consectetur adipiscing elit sed do eiusmod tempor incididunt ut labore et dolore magna aliqua ut enim ad minim veniam quis nostrud exercitation ullamco laboris nisi ut aliquip ex ea commodo consequat duis aute irure dolor in reprehenderit in voluptate velit esse cillum dolore eu fugiat nulla pariatur excepteur sint occaecat cupidatat non proident sunt in culpa qui officia deserunt mollit anim id est laborum Lorem ipsum dolor sit amet consectetur adipiscing elit sed do bbox=[836, 1129, 963, 1208]
section-subheading: HOISTED IN LAMBTON QUAY. bbox=[24, 103, 132, 110]
section-heading: FIGHTS WITH THE POLICE. bbox=[701, 763, 824, 774]
article-body-text: Lorem ipsum dolor sit amet consectetur adipiscing elit sed do eiusmod tempor incididunt ut labore et dolore magna aliqua ut enim ad minim veniam quis nostrud exercitation ullamco laboris nisi ut aliquip ex ea commodo consequat duis aute irure dolor in reprehenderit in vol bbox=[562, 373, 689, 420]
article-body-text: Lorem ipsum dolor sit amet consectetur adipiscing elit sed do eiusmod tempor incididunt ut labore et dolore magna aliqua ut enim ad minim veniam quis nostrud exercitation ullamco laboris nisi ut aliquip ex ea commodo consequat duis aute irure dolor in reprehenderit in voluptate velit esse cillum dolore eu fugiat nulla pariatur excepteur sint occaecat cupidatat non proident sunt in culpa qui officia deserunt mollit anim id est laborum Lorem ipsum dolor sit amet consectetur adipiscing elit sed do bbox=[151, 1460, 278, 1540]
section-heading: FULLERS' PICTURES. bbox=[167, 628, 262, 639]
section-subheading: OVER THE STRAIT. bbox=[865, 1521, 934, 1529]
section-heading: FIRES. bbox=[1021, 56, 1051, 66]
article-body-text: Lorem ipsum dolor sit amet consectetur adipiscing elit sed do eiusmod tempor incididunt ut labore et dolore magna aliqua ut enim ad minim veniam quis nostrud exercitation ullamco laboris nisi ut aliquip ex ea commodo consequat duis aute irure dolor in reprehenderit in voluptate velit esse cillum dolore eu fugiat nulla pariatur excepteur sint occaecat cupidatat non proident sunt in culpa qui officia deserunt mollit anim id est laborum Lorem ipsum dolor sit amet consectetur adipiscing elit sed do eiusmod tempor incididunt ut labore et dolore magna aliqua ut enim ad minim veniam quis nostrud exercitation ullamco laboris nisi ut aliquip ex ea commodo consequat duis aute irure dolor in reprehenderit in voluptate velit esse cillum dolore eu fugia bbox=[15, 1183, 141, 1302]
section-heading: UNSINKABLE BATTLESHIP. bbox=[565, 1150, 686, 1161]
article-body-text: Lorem ipsum dolor sit amet consectetur adipiscing elit sed do eiusmod tempor incididunt ut labore et dolore magna aliqua ut enim ad minim veniam quis nostrud exercitation ullamco laboris nisi ut aliquip ex ea commodo consequat duis aute irure dolor in reprehenderit in vol bbox=[562, 1341, 689, 1387]
article-body-text: Lorem ipsum dolor sit amet consectetur adipiscing elit sed do eiusmod tempor incididunt ut labore et dolore magna aliqua ut enim ad minim veniam quis nostrud exercitation ullamco laboris nisi ut aliquip ex ea commodo consequat duis aute irure dolor in reprehenderit in voluptate velit esse cillum dolore eu fugiat nulla pariatur excepteur sint occaecat cupidatat non proident sunt in culpa qui officia deserunt mollit anim id est laborum Lorem ipsum dolor sit amet consectetur adipiscing elit sed do bbox=[836, 1631, 963, 1710]
section-heading: THE ROCK TEMPLES OF ELEPHANTA. bbox=[23, 501, 132, 523]
article-body-text: Lorem ipsum dolor sit amet consectetur adipiscing elit sed do eiusmod tempor incididunt ut labore et dolore magna aliqua ut enim ad minim veniam quis nostrud exercitation ullamco laboris nisi ut aliquip ex ea commodo consequat duis aute irure dolor in reprehenderit in voluptate velit esse cillum dolore eu fugiat nulla pariatur excepteur sint occaecat cupidatat non proident sunt in culpa qui officia deserunt mollit anim id est laborum Lorem ipsum dolor sit amet consectetur adipiscing elit sed do bbox=[836, 774, 963, 854]
article-body-text: Lorem ipsum dolor sit amet consectetur adipiscing elit sed do eiusmod tempor incididunt ut labore et dolore magna aliqua ut enim ad minim veniam quis nostrud exercitation ullamco laboris nisi ut aliquip ex ea commodo consequat duis aute irure dolor in reprehenderit in vol bbox=[562, 1614, 689, 1660]
divider bbox=[57, 1335, 100, 1336]
divider bbox=[467, 1165, 510, 1166]
column-header: BY THE ENGLISH MAIL. bbox=[563, 48, 689, 82]
article-body-text: Lorem ipsum dolor sit amet consectetur adipiscing elit sed do eiusmod tempor incididunt ut labore et dolore magna aliqua ut enim ad minim veniam quis nostrud exercitation ullamco laboris nisi ut aliquip ex ea commodo consequat duis aute irure dolor in reprehenderit in voluptate velit esse cillum dolore eu fugiat nulla pariatur excepteur sint occaecat cupidatat non proident sunt in culpa qui officia deserunt mollit anim id est laborum Lorem ipsum dolor sit amet consectetur adipiscing elit sed do eiusmod tempor incididunt ut labore et dolore magna aliqua ut enim ad minim veniam quis nostrud exercitation ullamco laboris nisi ut aliquip ex ea commodo consequat duis aute irure dolor in reprehenderit in voluptate velit esse cillum dolore eu fugiat nulla pariatur excepteur sint occaecat cupidatat non proident sunt in culpa qui officia deserunt mollit anim id est laborum Lorem ipsum dolor sit amet consectetur adipiscing elit sed do eiusmod tempor incididunt ut labore et dolore magna aliqua ut bbox=[288, 1154, 415, 1313]
divider bbox=[604, 1165, 647, 1166]
divider bbox=[604, 1510, 647, 1511]
article-body-text: Lorem ipsum dolor sit amet consectetur adipiscing elit sed do eiusmod tempor incididunt ut labore et dolore magna aliqua ut enim ad minim veniam quis nostrud exercitation ullamco laboris nisi ut aliquip ex ea commodo consequat duis aute irure dolor in reprehenderit in voluptate velit esse cillum dolore eu fugiat nulla pariatur excepteur sint occaecat cupidatat non proident sunt in culpa qui officia deserunt mollit anim id est laborum Lorem ipsum dolor sit amet consectetur adipiscing elit sed do eiusmod tempor incididunt ut labore et dolore magna aliqua ut enim ad minim veniam quis nostrud exercitation ullamco laboris nisi ut aliquip ex ea commodo consequat duis aute irure dolor in reprehenderit in voluptate velit esse cillum dolore eu fugia bbox=[15, 775, 141, 894]
article-body-text: Lorem ipsum dolor sit amet consectetur adipiscing elit sed do eiusmod tempor incididunt ut labore et dolore magna aliqua ut enim ad minim veniam quis nostrud exercitation ullamco laboris nisi ut aliquip ex ea commodo consequat duis aute irure dolor in reprehenderit in voluptate velit esse cillum dolore eu fugiat nulla pariatur excepteur sint occaecat cupidatat non proident sunt in culpa qui officia deserunt mollit anim id est laborum Lorem ipsum dolor sit amet consectetur adipiscing elit sed do bbox=[836, 963, 963, 1042]
column-header: SUFFRAGIST RIOTS. bbox=[699, 48, 825, 82]
article-body-text: Lorem ipsum dolor sit amet consectetur adipiscing elit sed do eiusmod tempor incididunt ut labore et dolore magna aliqua ut enim ad minim veniam quis nostrud exercitation ullamco laboris nisi ut aliquip ex ea commodo consequat duis aute irure dolor in reprehenderit in voluptate velit esse cillum dolore eu fugiat nulla pariatur excepteur sint occaecat cupidatat non proident sunt in culpa qui officia deserunt mollit anim id est laborum Lorem ipsum dolor sit amet consectetur adipiscing elit sed do eiusmod tempor incididunt ut labore et dolore magna aliqua ut enim ad minim veniam quis nostrud exercitation ullamco laboris nisi ut aliquip ex ea commodo consequat duis aute irure dolor in reprehenderit in voluptate velit esse cillum dolore eu fugiat nulla pariatur excepteur sint occaecat cupidatat non proident sunt in culpa qui officia deserunt mollit anim id est laborum Lorem ipsum dolor sit amet consectetur adipiscing elit sed do eiusmod tempor incididunt ut labore et dolore magna aliqua ut bbox=[288, 959, 415, 1117]
article-body-text: Lorem ipsum dolor sit amet consectetur adipiscing elit sed do eiusmod tempor incididunt ut labore et dolore magna aliqua ut enim ad minim veniam quis nostrud exercitation ullamco laboris nisi ut aliquip ex ea commodo consequat duis aute irure dolor in reprehenderit in vol bbox=[562, 1858, 689, 1905]
article-body-text: Lorem ipsum dolor sit amet consectetur adipiscing elit sed do eiusmod tempor incididunt ut labore et dolore magna aliqua ut enim ad minim veniam quis nostrud exercitation ullamco laboris nisi ut aliquip ex ea commodo consequat duis aute irure dolor in reprehenderit in voluptate velit esse cillum dolore eu fugiat nulla pariatur excepteur sint occaecat cupidatat non proident sunt in culpa qui officia deserunt mollit anim id est laborum Lorem ipsum dolor sit amet consectetur adipiscing elit sed do bbox=[151, 1001, 278, 1080]
divider bbox=[878, 406, 921, 407]
article-body-text: Lorem ipsum dolor sit amet consectetur adipiscing elit sed do eiusmod tempor incididunt ut labore et dolore magna aliqua ut enim ad minim veniam quis nostrud exercitation ullamco laboris nisi ut aliquip ex ea commodo consequat duis aute irure dolor in reprehenderit in vol bbox=[562, 445, 689, 492]
article-body-text: Lorem ipsum dolor sit amet consectetur adipiscing elit sed do eiusmod tempor incididunt ut labore et dolore magna aliqua ut enim ad minim veniam quis nostrud exercitation ullamco laboris nisi ut aliquip ex ea commodo consequat duis aute irure dolor in reprehenderit in vol bbox=[562, 629, 689, 675]
article-body-text: Lorem ipsum dolor sit amet consectetur adipiscing elit sed do eiusmod tempor incididunt ut labore et dolore magna aliqua ut enim ad minim veniam quis nostrud exercitation ullamco laboris nisi ut aliquip ex ea commodo consequat duis aute irure dolor in reprehenderit in voluptate velit esse cillum dolore eu fugiat nulla pariatur excepteur sint occaecat cupidatat non proident sunt in culpa qui officia deserunt mollit anim id est laborum Lorem ipsum dolor sit amet consectetur adipiscing elit sed do eiusmod tempor incididunt ut labore et dolore magna aliqua ut enim ad minim veniam quis nostrud exercitation ullamco laboris nisi ut aliquip ex ea commodo consequat duis aute irure dolor in reprehenderit in voluptate velit esse cillum dolore eu fugiat nulla pariatur excepteur sint occaecat cupidatat non proident sunt in culpa qui officia deserunt mollit anim id est laborum Lorem ipsum dolor sit amet consectetur adipiscing elit sed do eiusmod tempor incididunt ut labore et dolore magna aliqua ut bbox=[288, 1479, 415, 1637]
section-heading: CYCLING. bbox=[876, 663, 922, 674]
article-body-text: Lorem ipsum dolor sit amet consectetur adipiscing elit sed do eiusmod tempor incididunt ut labore et dolore magna aliqua ut enim ad minim veniam quis nostrud exercitation ullamco laboris nisi ut aliquip ex ea commodo consequat duis aute irure dolor in reprehenderit in voluptate velit esse cillum dolore eu fugiat nulla pariatur excepteur sint occaecat cupidatat non proident bbox=[425, 1536, 552, 1596]
article-body-text: Lorem ipsum dolor sit amet consectetur adipiscing elit sed do eiusmod tempor incididunt ut labore et dolore magna aliqua ut enim ad minim veniam quis nostrud exercitation ullamco laboris nisi ut aliquip ex ea commodo consequat duis aute irure dolor in reprehenderit in voluptate velit esse cillum dolore eu fugiat nulla pariatur excepteur sint occaecat cupidatat non proident sunt in culpa qui officia deserunt mollit anim id est laborum Lorem ipsum dolor sit amet consectetur adipiscing elit sed do eiusmod tempor incididunt ut labore et dolore magna aliqua ut enim ad minim veniam quis nostrud exer bbox=[699, 781, 826, 880]
divider bbox=[741, 1439, 784, 1440]
article-body-text: Lorem ipsum dolor sit amet consectetur adipiscing elit sed do eiusmod tempor incididunt ut labore et dolore magna aliqua ut enim ad minim veniam quis nostrud exercitation ullamco laboris nisi ut aliquip ex ea commodo consequat duis aute irure dolor in reprehenderit in voluptate velit esse cillum dolore eu fugiat nulla pariatur excepteur sint occaecat cupidatat non proident sunt in culpa qui officia deserunt mollit anim id est laborum Lorem ipsum dolor sit amet consectetur adipiscing elit sed do bbox=[151, 918, 278, 997]
section-subheading: THE AMERICAN CRITICISED. bbox=[299, 82, 405, 89]
article-body-text: Lorem ipsum dolor sit amet consectetur adipiscing elit sed do eiusmod tempor incididunt ut labore et dolore magna aliqua ut enim ad minim veniam quis nostrud exercitation ullamco laboris nisi ut aliquip ex ea commodo consequat duis aute irure dolor in reprehenderit in voluptate velit esse cillum dolore eu fugiat nulla pariatur excepteur sint occaecat cupidatat non proident sunt in culpa qui officia deserunt mollit anim id est laborum Lorem ipsum dolor sit amet consectetur adipiscing elit sed do eiusmod tempor incididunt ut labore et dolore magna aliqua ut enim ad minim veniam quis nostrud exercitation ullamco laboris nisi ut aliquip ex ea commodo consequat duis aute irure dolor in reprehenderit in voluptate velit esse cillum dolore eu fugiat nulla pariatur excepteur sint occaecat cupidatat non proident sunt in culpa qui officia deserunt mollit anim id est laborum Lorem ipsum dolor sit amet consectetur adipiscing elit sed do eiusmod tempor incididunt ut labore et dolore magna aliqua ut enim ad minim veniam quis nostrud exercitation ullamco laboris nisi ut aliquip ex ea commodo consequat duis aute irure dolor in reprehenderit in voluptate velit esse cillum dolore eu fugiat nulla pariatur excepteur sint occaecat cupidatat non proident sunt in culpa qui officia deserunt mollit anim id est laborum Lorem ipsum dolor sit amet consectetur adipiscing elit sed do eiusmod tempor incididunt ut labore et dolore magna aliqua ut enim ad minim veniam quis nostrud exercitation ullamco laboris bbox=[973, 828, 1099, 1059]
article-body-text: Lorem ipsum dolor sit amet consectetur adipiscing elit sed do eiusmod tempor incididunt ut labore et dolore magna aliqua ut enim ad minim veniam quis nostrud exercitation ullamco laboris nisi ut aliquip ex ea commodo consequat duis aute irure dolor in reprehenderit in vol bbox=[562, 273, 689, 320]
article-body-text: Lorem ipsum dolor sit amet consectetur adipiscing elit sed do eiusmod tempor incididunt ut labore et dolore magna aliqua ut enim ad minim veniam quis nostrud exercitation ullamco laboris nisi ut aliquip ex ea commodo consequat duis aute irure dolor in reprehenderit in voluptate velit esse cillum dolore eu fugiat nulla pariatur excepteur sint occaecat cupidatat non proident bbox=[425, 533, 552, 592]
section-subheading: LONDON SUMMARY. bbox=[588, 86, 663, 93]
column bbox=[420, 48, 557, 1819]
article-body-text: Lorem ipsum dolor sit amet consectetur adipiscing elit sed do eiusmod tempor incididunt ut labore et dolore magna aliqua ut enim ad minim veniam quis nostrud exercitation ullamco laboris nisi ut aliquip ex ea commodo consequat duis aute irure dolor in reprehenderit in vol bbox=[562, 679, 689, 726]
divider bbox=[604, 97, 647, 98]
article-body-text: Lorem ipsum dolor sit amet consectetur adipiscing elit sed do eiusmod tempor incididunt ut labore et dolore magna aliqua ut enim ad minim veniam quis nostrud exercitation ullamco laboris nisi ut aliquip ex ea commodo consequat duis aute irure dolor in reprehenderit in voluptate velit esse cillum dolore eu fugiat nulla pariatur excepteur sint occaecat cupidatat non proident sunt in culpa qui officia deserunt mollit anim id est laborum Lorem ipsum dolor sit amet consectetur adipiscing elit sed do eiusmod tempor incididunt ut labore et dolore magna aliqua ut enim ad minim veniam quis nostrud exercitation ullamco laboris nisi ut aliquip ex ea commodo consequat duis aute irure dolor in reprehenderit in voluptate velit esse cillum dolore eu fugia bbox=[15, 652, 141, 771]
column-header: UNDER TWO FLAGS. bbox=[15, 48, 141, 82]
article-body-text: Lorem ipsum dolor sit amet consectetur adipiscing elit sed do eiusmod tempor incididunt ut labore et dolore magna aliqua ut enim ad minim veniam quis nostrud exercitation ullamco laboris nisi ut aliquip ex ea commodo consequat duis aute irure dolor in reprehenderit in voluptate velit esse cillum dolore eu fugiat nulla pariatur excepteur sint occaecat cupidatat non proident sunt in culpa qui officia deserunt mollit anim id est laborum Lorem ipsum dolor sit amet consectetur adipiscing elit sed do eiusmod tempor incididunt ut labore et dolore magna aliqua ut enim ad minim veniam quis nostrud exer bbox=[699, 1648, 826, 1747]
article-body-text: Lorem ipsum dolor sit amet consectetur adipiscing elit sed do eiusmod tempor incididunt ut labore et dolore magna aliqua ut enim ad minim veniam quis nostrud exercitation ullamco laboris nisi ut aliquip ex ea commodo consequat duis aute irure dolor in reprehenderit in vol bbox=[562, 1908, 689, 1955]
section-heading: THE ARRESTS. bbox=[730, 1424, 795, 1435]
article-body-text: Lorem ipsum dolor sit amet consectetur adipiscing elit sed do eiusmod tempor incididunt ut labore et dolore magna aliqua ut enim ad minim veniam quis nostrud exercitation ullamco laboris nisi ut aliquip ex ea commodo consequat duis aute irure dolor in reprehenderit in voluptate velit esse cillum dolore eu fugiat nulla pariatur excepteur sint occaecat cupidatat non proident sunt in culpa qui officia deserunt mollit anim id est laborum Lorem ipsum dolor sit amet consectetur adipiscing elit sed do eiusmod tempor incididunt ut labore et dolore magna aliqua ut enim ad minim veniam quis nostrud exercitation ullamco laboris nisi ut aliquip ex ea commodo consequat duis aute irure dolor in reprehenderit in voluptate velit esse cillum dolore eu fugiat nulla pariatur excepteur sint occaecat cupidatat non proident sunt in culpa qui officia deserunt mollit anim id est laborum Lorem ipsum dolor sit amet consectetur adipiscing elit sed do eiusmod tempor incididunt ut labore et dolore magna aliqua ut enim ad minim veniam quis nostrud exercitation ullamco laboris nisi ut aliquip ex ea commodo consequat duis aute irure dolor in reprehenderit in voluptate velit esse cillum dolore eu fugiat nulla pariatur excepteur sint occaecat cupidatat non proident sunt in culpa qui officia deserunt mollit anim id est laborum Lorem ipsum dolor sit amet consectetur adipiscing elit sed do eiusmod tempor incididunt ut labore et dolore magna aliqua ut enim ad minim veniam quis nostrud exercitation ullamco laboris bbox=[973, 1297, 1099, 1529]
article-body-text: Lorem ipsum dolor sit amet consectetur adipiscing elit sed do eiusmod tempor incididunt ut labore et dolore magna aliqua ut enim ad minim veniam quis nostrud exercitation ullamco laboris nisi ut aliquip ex ea commodo consequat duis aute irure dolor in reprehenderit in voluptate velit esse cillum dolore eu fugiat nulla pariatur excepteur sint occaecat cupidatat non proident sunt in culpa qui officia deserunt mollit anim id est laborum Lorem ipsum dolor sit amet consectetur adipiscing elit sed do bbox=[836, 858, 963, 937]
divider bbox=[604, 992, 647, 993]
column bbox=[693, 48, 830, 1747]
article-body-text: Lorem ipsum dolor sit amet consectetur adipiscing elit sed do eiusmod tempor incididunt ut labore et dolore magna aliqua ut enim ad minim veniam quis nostrud exercitation ullamco laboris nisi ut aliquip ex ea commodo consequat duis aute irure dolor in reprehenderit in voluptate velit esse cillum dolore eu fugiat nulla pariatur excepteur sint occaecat cupidatat non proident sunt in culpa qui officia deserunt mollit anim id est laborum Lorem ipsum dolor sit amet consectetur adipiscing elit sed do bbox=[151, 1189, 278, 1269]
article-body-text: Lorem ipsum dolor sit amet consectetur adipiscing elit sed do eiusmod tempor incididunt ut labore et dolore magna aliqua ut enim ad minim veniam quis nostrud exercitation ullamco laboris nisi ut aliquip ex ea commodo consequat duis aute irure dolor in reprehenderit in voluptate velit esse cillum dolore eu fugiat nulla pariatur excepteur sint occaecat cupidatat non proident sunt in culpa qui officia deserunt mollit anim id est laborum Lorem ipsum dolor sit amet consectetur adipiscing elit sed do eiusmod tempor incididunt ut labore et dolore magna aliqua ut enim ad minim veniam quis nostrud exercitation ullamco laboris nisi ut aliquip ex ea commodo consequat duis aute irure dolor in reprehenderit in voluptate velit esse cillum dolore eu fugia bbox=[15, 251, 141, 370]
article-body-text: Lorem ipsum dolor sit amet consectetur adipiscing elit sed do eiusmod tempor incididunt ut labore et dolore magna aliqua ut enim ad minim veniam quis nostrud exercitation ullamco laboris nisi ut aliquip ex ea commodo consequat duis aute irure dolor in reprehenderit in vol bbox=[562, 1218, 689, 1265]
article-body-text: Lorem ipsum dolor sit amet consectetur adipiscing elit sed do eiusmod tempor incididunt ut labore et dolore magna aliqua ut enim ad minim veniam quis nostrud exercitation ullamco laboris nisi ut aliquip ex ea commodo consequat duis aute irure dolor in reprehenderit in voluptate velit esse cillum dolore eu fugiat nulla pariatur excepteur sint occaecat cupidatat non proident sunt in culpa qui officia deserunt mollit anim id est laborum Lorem ipsum dolor sit amet consectetur adipiscing elit sed do bbox=[836, 1338, 963, 1418]
section-subheading: M'VEA AND LANGFORD. bbox=[855, 1229, 943, 1237]
article-body-text: Lorem ipsum dolor sit amet consectetur adipiscing elit sed do eiusmod tempor incididunt ut labore et dolore magna aliqua ut enim ad minim veniam quis nostrud exercitation ullamco laboris nisi ut aliquip ex ea commodo consequat duis aute irure dolor in reprehenderit in voluptate velit esse cillum dolore eu fugiat nulla pariatur excepteur sint occaecat cupidatat non proident sunt in culpa qui officia deserunt mollit anim id est laborum Lorem ipsum dolor sit amet consectetur adipiscing elit sed do bbox=[151, 1544, 278, 1623]
article-body-text: Lorem ipsum dolor sit amet consectetur adipiscing elit sed do eiusmod tempor incididunt ut labore et dolore magna aliqua ut enim ad minim veniam quis nostrud exercitation ullamco laboris nisi ut aliquip ex ea commodo consequat duis aute irure dolor in reprehenderit in voluptate velit esse cillum dolore eu fugiat nulla pariatur excepteur sint occaecat cupidatat non proident sunt in culpa qui officia deserunt mollit anim id est laborum Lorem ipsum dolor sit amet consectetur adipiscing elit sed do eiusmod tempor incididunt ut labore et dolore magna aliqua ut enim ad minim veniam quis nostrud exer bbox=[699, 1545, 826, 1645]
divider bbox=[741, 777, 784, 778]
page-number: 6 bbox=[14, 15, 26, 35]
article-body-text: Lorem ipsum dolor sit amet consectetur adipiscing elit sed do eiusmod tempor incididunt ut labore et dolore magna aliqua ut enim ad minim veniam quis nostrud exercitation ullamco laboris nisi ut aliquip ex ea commodo consequat duis aute irure dolor in reprehenderit in voluptate velit esse cillum dolore eu fugiat nulla pariatur excepteur sint occaecat cupidatat non proident bbox=[425, 1083, 552, 1143]
section-heading: UNIVERSITY REFORM. bbox=[438, 1151, 539, 1162]
article-body-text: Lorem ipsum dolor sit amet consectetur adipiscing elit sed do eiusmod tempor incididunt ut labore et dolore magna aliqua ut enim ad minim veniam quis nostrud exercitation ullamco laboris nisi ut aliquip ex ea commodo consequat duis aute irure dolor in reprehenderit in vol bbox=[562, 1391, 689, 1437]
divider bbox=[1015, 80, 1058, 81]
article-body-text: Lorem ipsum dolor sit amet consectetur adipiscing elit sed do eiusmod tempor incididunt ut labore et dolore magna aliqua ut enim ad minim veniam quis nostrud exercitation ullamco laboris nisi ut aliquip ex ea commodo consequat duis aute irure dolor in reprehenderit in voluptate velit esse cillum dolore eu fugiat nulla pariatur excepteur sint occaecat cupidatat non proident sunt in culpa qui officia deserunt mollit anim id est laborum Lorem ipsum dolor sit amet consectetur adipiscing elit sed do bbox=[151, 104, 278, 183]
column bbox=[283, 48, 420, 1637]
section-heading: ARMY'S HEALTH. bbox=[997, 792, 1075, 803]
article-body-text: Lorem ipsum dolor sit amet consectetur adipiscing elit sed do eiusmod tempor incididunt ut labore et dolore magna aliqua ut enim ad minim veniam quis nostrud exercitation ullamco laboris nisi ut aliquip ex ea commodo consequat duis aute irure dolor in reprehenderit in voluptate velit esse cillum dolore eu fugiat nulla pariatur excepteur sint occaecat cupidatat non proident sunt in culpa qui officia deserunt mollit anim id est laborum Lorem ipsum dolor sit amet consectetur adipiscing elit sed do bbox=[836, 1255, 963, 1335]
article-body-text: Lorem ipsum dolor sit amet consectetur adipiscing elit sed do eiusmod tempor incididunt ut labore et dolore magna aliqua ut enim ad minim veniam quis nostrud exercitation ullamco laboris nisi ut aliquip ex ea commodo consequat duis aute irure dolor in reprehenderit in voluptate velit esse cillum dolore eu fugiat nulla pariatur excepteur sint occaecat cupidatat non proident bbox=[425, 596, 552, 656]
section-heading: DEATH OF OLD RESIDENTS. bbox=[427, 515, 551, 526]
article-body-text: Lorem ipsum dolor sit amet consectetur adipiscing elit sed do eiusmod tempor incididunt ut labore et dolore magna aliqua ut enim ad minim veniam quis nostrud exercitation ullamco laboris nisi ut aliquip ex ea commodo consequat duis aute irure dolor in reprehenderit in voluptate velit esse cillum dolore eu fugiat nulla pariatur excepteur sint occaecat cupidatat non proident sunt in culpa qui officia deserunt mollit anim id est laborum Lorem ipsum dolor sit amet consectetur adipiscing elit sed do eiusmod tempor incididunt ut labore et dolore magna aliqua ut enim ad minim veniam quis nostrud exercitation ullamco laboris nisi ut aliquip ex ea commodo consequat duis aute irure dolor in reprehenderit in voluptate velit esse cillum dolore eu fugia bbox=[15, 1339, 141, 1458]
article-body-text: Lorem ipsum dolor sit amet consectetur adipiscing elit sed do eiusmod tempor incididunt ut labore et dolore magna aliqua ut enim ad minim veniam quis nostrud exercitation ullamco laboris nisi ut aliquip ex ea commodo consequat duis aute irure dolor in reprehenderit in voluptate velit esse cillum dolore eu fugiat nulla pariatur excepteur sint occaecat cupidatat non proident sunt in culpa qui officia deserunt mollit anim id est laborum Lorem ipsum dolor sit amet consectetur adipiscing elit sed do bbox=[836, 691, 963, 771]
section-subheading: TEAMS FOR SATURDAY. bbox=[856, 103, 942, 110]
article-body-text: Lorem ipsum dolor sit amet consectetur adipiscing elit sed do eiusmod tempor incididunt ut labore et dolore magna aliqua ut enim ad minim veniam quis nostrud exercitation ullamco laboris nisi ut aliquip ex ea commodo consequat duis aute irure dolor in reprehenderit in vol bbox=[562, 1269, 689, 1315]
divider bbox=[878, 1252, 921, 1253]
article-body-text: Lorem ipsum dolor sit amet consectetur adipiscing elit sed do eiusmod tempor incididunt ut labore et dolore magna aliqua ut enim ad minim veniam quis nostrud exercitation ullamco laboris nisi ut aliquip ex ea commodo consequat duis aute irure dolor in reprehenderit in voluptate velit esse cillum dolore eu fugiat nulla pariatur excepteur sint occaecat cupidatat non proident sunt in culpa qui officia deserunt mollit anim id est laborum Lorem ipsum dolor sit amet consectetur adipiscing elit sed do eiusmod tempor incididunt ut labore et dolore magna aliqua ut enim ad minim veniam quis nostrud exercitation ullamco laboris nisi ut aliquip ex ea commodo consequat duis aute irure dolor in reprehenderit in voluptate velit esse cillum dolore eu fugia bbox=[15, 938, 141, 1057]
section-heading: HEALTH OF SCHOOL CHILDREN. bbox=[442, 1604, 535, 1626]
article-body-text: Lorem ipsum dolor sit amet consectetur adipiscing elit sed do eiusmod tempor incididunt ut labore et dolore magna aliqua ut enim ad minim veniam quis nostrud exercitation ullamco laboris nisi ut aliquip ex ea commodo consequat duis aute irure dolor in reprehenderit in vol bbox=[562, 1441, 689, 1488]
section-subheading: THE EAST CLUB ON TOUR. bbox=[850, 1532, 948, 1540]
article-body-text: Lorem ipsum dolor sit amet consectetur adipiscing elit sed do eiusmod tempor incididunt ut labore et dolore magna aliqua ut enim ad minim veniam quis nostrud exercitation ullamco laboris nisi ut aliquip ex ea commodo consequat duis aute irure dolor in reprehenderit in voluptate velit esse cillum dolore eu fugiat nulla pariatur excepteur sint occaecat cupidatat non proident sunt in culpa qui officia deserunt mollit anim id est laborum Lorem ipsum dolor sit amet consectetur adipiscing elit sed do bbox=[151, 729, 278, 809]
section-heading: SURVEYORS' INSTITUTE. bbox=[432, 939, 545, 950]
article-body-text: Lorem ipsum dolor sit amet consectetur adipiscing elit sed do eiusmod tempor incididunt ut labore et dolore magna aliqua ut enim ad minim veniam quis nostrud exercitation ullamco laboris nisi ut aliquip ex ea commodo consequat duis aute irure dolor in reprehenderit in voluptate velit esse cillum dolore eu fugiat nulla pariatur excepteur sint occaecat cupidatat non proident sunt in culpa qui officia deserunt mollit anim id est laborum Lorem ipsum dolor sit amet consectetur adipiscing elit sed do bbox=[836, 493, 963, 573]
article-body-text: Lorem ipsum dolor sit amet consectetur adipiscing elit sed do eiusmod tempor incididunt ut labore et dolore magna aliqua ut enim ad minim veniam quis nostrud exercitation ullamco laboris nisi ut aliquip ex ea commodo consequat duis aute irure dolor in reprehenderit in voluptate velit esse cillum dolore eu fugiat nulla pariatur excepteur sint occaecat cupidatat non proident sunt in culpa qui officia deserunt mollit anim id est laborum Lorem ipsum dolor sit amet consectetur adipiscing elit sed do eiusmod tempor incididunt ut labore et dolore magna aliqua ut enim ad minim veniam quis nostrud exercitation ullamco laboris nisi ut aliquip ex ea commodo consequat duis aute irure dolor in reprehenderit in voluptate velit esse cillum dolore eu fugiat nulla pariatur excepteur sint occaecat cupidatat non proident sunt in culpa qui officia deserunt mollit anim id est laborum Lorem ipsum dolor sit amet consectetur adipiscing elit sed do eiusmod tempor incididunt ut labore et dolore magna aliqua ut enim ad minim veniam quis nostrud exercitation ullamco laboris nisi ut aliquip ex ea commodo consequat duis aute irure dolor in reprehenderit in voluptate velit esse cillum dolore eu fugiat nulla pariatur excepteur sint occaecat cupidatat non proident sunt in culpa qui officia deserunt mollit anim id est laborum Lorem ipsum dolor sit amet consectetur adipiscing elit sed do eiusmod tempor incididunt ut labore et dolore magna aliqua ut enim ad minim veniam quis nostrud exercitation ullamco laboris bbox=[973, 1063, 1099, 1294]
article-body-text: Lorem ipsum dolor sit amet consectetur adipiscing elit sed do eiusmod tempor incididunt ut labore et dolore magna aliqua ut enim ad minim veniam quis nostrud exercitation ullamco laboris nisi ut aliquip ex ea commodo consequat duis aute irure dolor in reprehenderit in voluptate velit esse cillum dolore eu fugiat nulla pariatur excepteur sint occaecat cupidatat non proident sunt in culpa qui officia deserunt mollit anim id est laborum Lorem ipsum dolor sit amet consectetur adipiscing elit sed do bbox=[836, 1421, 963, 1501]
article-body-text: Lorem ipsum dolor sit amet consectetur adipiscing elit sed do eiusmod tempor incididunt ut labore et dolore magna aliqua ut enim ad minim veniam quis nostrud exercitation ullamco laboris nisi ut aliquip ex ea commodo consequat duis aute irure dolor in reprehenderit in voluptate velit esse cillum dolore eu fugiat nulla pariatur excepteur sint occaecat cupidatat non proident sunt in culpa qui officia deserunt mollit anim id est laborum Lorem ipsum dolor sit amet consectetur adipiscing elit sed do bbox=[151, 1355, 278, 1435]
column-header: ENTERTAINMENTS. bbox=[152, 48, 278, 67]
section-heading: DEVASTATION BY FLOODS. bbox=[565, 255, 686, 266]
divider bbox=[57, 526, 100, 527]
section-subheading: (BY TELEGRAPH—PRESS ASSOCIATION.) bbox=[444, 86, 533, 101]
section-heading: THE IDEAL HOLIDAY FOR THE BUSINESS MAN. bbox=[20, 1310, 136, 1332]
section-subheading: THE SIX DAYS RACE. bbox=[861, 676, 938, 684]
column bbox=[10, 48, 146, 1703]
article-body-text: Lorem ipsum dolor sit amet consectetur adipiscing elit sed do eiusmod tempor incididunt ut labore et dolore magna aliqua ut enim ad minim veniam quis nostrud exercitation ullamco laboris nisi ut aliquip ex ea commodo consequat duis aute irure dolor in reprehenderit in voluptate velit esse cillum dolore eu fugiat nulla pariatur excepteur sint occaecat cupidatat non proident sunt in culpa qui officia deserunt mollit anim id est laborum Lorem ipsum dolor sit amet consectetur adipiscing elit sed do eiusmod tempor incididunt ut labore et dolore magna aliqua ut enim ad minim veniam quis nostrud exercitation ullamco laboris nisi ut aliquip ex ea commodo consequat duis aute irure dolor in reprehenderit in voluptate velit esse cillum dolore eu fugia bbox=[15, 530, 141, 649]
section-heading: BILLIARDS. bbox=[873, 945, 926, 956]
section-subheading: AND WHY FOR. bbox=[50, 114, 106, 121]
article-body-text: Lorem ipsum dolor sit amet consectetur adipiscing elit sed do eiusmod tempor incididunt ut labore et dolore magna aliqua ut enim ad minim veniam quis nostrud exercitation ullamco laboris nisi ut aliquip ex ea commodo consequat duis aute irure dolor in reprehenderit in vol bbox=[562, 201, 689, 247]
